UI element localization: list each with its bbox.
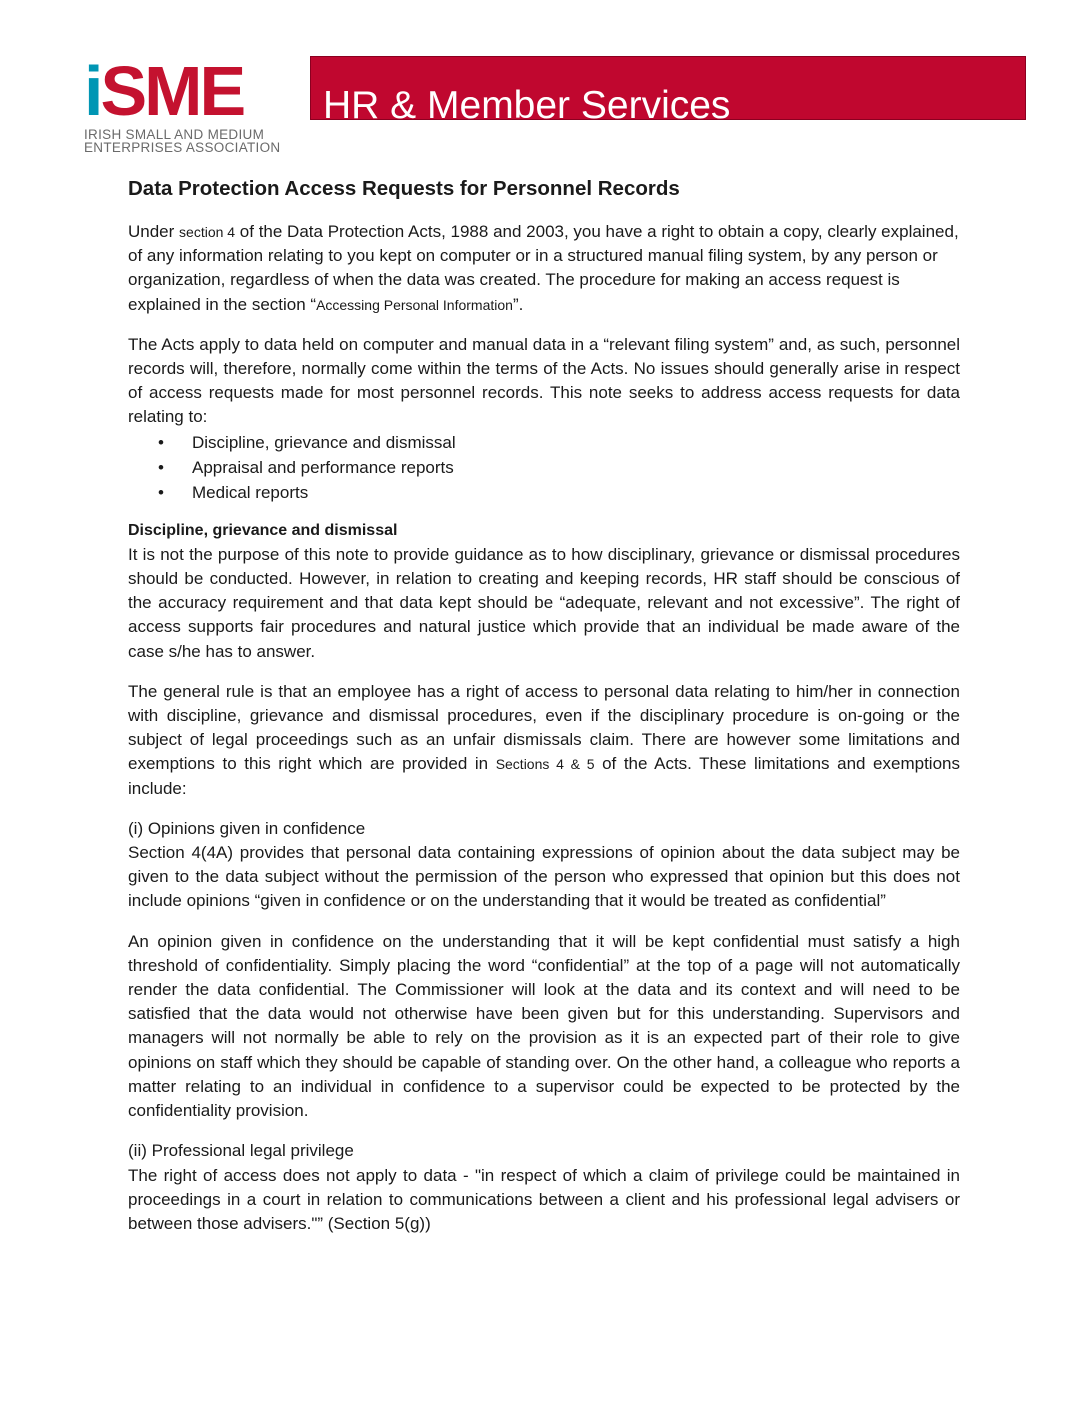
- bullet-icon: •: [158, 457, 164, 477]
- document-body: [128, 172, 960, 1236]
- scope-paragraph: The Acts apply to data held on computer and manual data in a “relevant filing system” and, as such, personnel records will, therefore, normally come within the terms of the Acts. No issues should generally arise in respect of access requests made for most personnel records. This note seeks to address access requests for data relating to:: [128, 334, 960, 427]
- intro-text-section-name: Accessing Personal Information: [316, 296, 513, 313]
- page-header: [0, 0, 1088, 170]
- intro-text-section-ref: section 4: [179, 224, 236, 240]
- opinions-paragraph-1: Section 4(4A) provides that personal data containing expressions of opinion about the data subject may be given to the data subject without the permission of the person who expressed that opinion but this does not include opinions “given in confidence or on the understanding that it would be treated as confidential”: [128, 843, 960, 911]
- discipline-text-a: The general rule is that an employee has a right of access to personal data relating to him/her in connection with discipline, grievance and dismissal procedures, even if the disciplinary procedure is on-going or the subject of legal proceedings such as an unfair dismissals claim. There are however some limitations and exemptions to this right which are provided in: [128, 681, 960, 774]
- intro-text-a: Under: [128, 222, 180, 241]
- list-item: [128, 455, 960, 480]
- discipline-paragraph-1: It is not the purpose of this note to provide guidance as to how disciplinary, grievance or dismissal procedures should be conducted. However, in relation to creating and keeping records, HR staff should be conscious of the accuracy requirement and that data kept should be “adequate, relevant and not excessive”. The right of access supports fair procedures and natural justice which provide that an individual be made aware of the case s/he has to answer.: [128, 544, 960, 661]
- logo-subtitle-line-2: ENTERPRISES ASSOCIATION: [84, 140, 281, 155]
- intro-text-c: of the Data Protection Acts, 1988 and 2003, you have a right to obtain a copy, clearly explained, of any information relating to you kept on computer or in a structured manual filing system, by any person or organization, regardless of when the data was created. The procedure for making an access request is explained in the section “: [128, 222, 959, 314]
- opinions-paragraph-2: An opinion given in confidence on the understanding that it will be kept confidential must satisfy a high threshold of confidentiality. Simply placing the word “confidential” at the top of a page will not automatically render the data confidential. The Commissioner will look at the data and its context and will need to be satisfied that the data would not otherwise have been given but for this understanding. Supervisors and managers will not normally be able to rely on the provision as it is an expected part of their role to give opinions on staff which they should be capable of standing over. On the other hand, a colleague who reports a matter relating to an individual in confidence to a supervisor could be expected to be protected by the confidentiality provision.: [128, 931, 960, 1121]
- banner-title: HR & Member Services: [323, 84, 731, 120]
- topics-list: [128, 430, 960, 505]
- logo-letters-sme: SME: [100, 52, 244, 130]
- subsection-heading-opinions: (i) Opinions given in confidence: [128, 818, 366, 838]
- discipline-text-c: of the Acts. These limitations and exemptions include:: [128, 754, 960, 798]
- logo-wordmark: [84, 52, 244, 130]
- subsection-heading-privilege: (ii) Professional legal privilege: [128, 1141, 354, 1161]
- document-title: Data Protection Access Requests for Personnel Records: [128, 177, 680, 200]
- logo-subtitle-line-1: IRISH SMALL AND MEDIUM: [84, 127, 265, 142]
- header-banner: [310, 56, 1026, 120]
- list-item-label: Appraisal and performance reports: [192, 457, 454, 477]
- discipline-paragraph-2: [128, 680, 960, 801]
- list-item: [128, 430, 960, 455]
- discipline-text-sections-ref: Sections 4 & 5: [495, 756, 595, 773]
- bullet-icon: •: [158, 432, 164, 452]
- intro-paragraph: [128, 220, 960, 317]
- privilege-paragraph: The right of access does not apply to data - "in respect of which a claim of privilege could be maintained in proceedings in a court in relation to communications between a client and his professional legal advisers or between those advisers."” (Section 5(g)): [128, 1165, 960, 1233]
- section-heading-discipline: Discipline, grievance and dismissal: [128, 521, 398, 539]
- list-item-label: Discipline, grievance and dismissal: [192, 432, 456, 452]
- intro-text-e: ”.: [512, 294, 524, 314]
- logo-subtitle: [84, 128, 280, 154]
- isme-logo: [84, 52, 304, 156]
- logo-letter-i: i: [84, 52, 101, 130]
- list-item: [128, 480, 960, 505]
- bullet-icon: •: [158, 482, 164, 502]
- list-item-label: Medical reports: [192, 482, 309, 502]
